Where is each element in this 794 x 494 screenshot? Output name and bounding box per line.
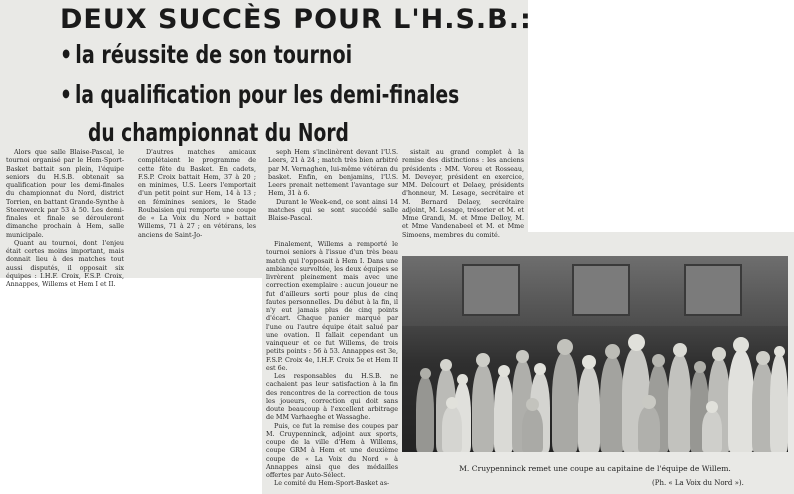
person-head: [756, 351, 770, 365]
person-head: [420, 368, 431, 379]
person-head: [526, 398, 539, 411]
paragraph: Quant au tournoi, dont l'enjeu était certes moins important, mais donnait lieu à des matches tout aussi disputés, il opposait six équipes : I.H.F. Croix, F.S.P. Croix, Annappes, Willems et Hem I et II.: [6, 238, 124, 288]
paragraph: seph Hem s'inclinèrent devant l'U.S. Leers, 21 à 24 ; match très bien arbitré par M. Vernaghen, lui-même vétéran du basket. Enfin, en benjamins, l'U.S. Leers prenait nettement l'avantage sur Hem, 31 à 6.: [268, 148, 398, 198]
bullet-icon: •: [60, 40, 73, 69]
headline-title: DEUX SUCCÈS POUR L'H.S.B.:: [60, 4, 532, 35]
paragraph: Puis, ce fut la remise des coupes par M. Cruypenninck, adjoint aux sports, coupe de la ville d'Hem à Willems, coupe GRM à Hem et une deuxième coupe de « La Voix du Nord » à Annappes ainsi que des médailles offertes par Auto-Sélect.: [266, 421, 398, 479]
person-figure: [442, 406, 462, 452]
person-head: [694, 361, 706, 373]
paragraph: Durant le Week-end, ce sont ainsi 14 matches qui se sont succédé salle Blaise-Pascal.: [268, 197, 398, 222]
person-head: [534, 363, 546, 375]
person-head: [733, 337, 749, 353]
person-figure: [522, 408, 543, 452]
person-head: [440, 359, 452, 371]
person-figure: [552, 352, 578, 452]
person-head: [582, 355, 596, 369]
person-figure: [668, 354, 691, 452]
paragraph: D'autres matches amicaux complétaient le programme de cette fête du Basket. En cadets, F.S.P. Croix battait Hem, 37 à 20 ; en minimes, U.S. Leers l'emportait d'un petit point sur Hem, 14 à 13 ; en féminines seniors, le Stade Roubaisien qui remporte une coupe de « La Voix du Nord » battait Willems, 71 à 27 ; en vétérans, les anciens de Saint-Jo-: [138, 148, 256, 239]
photo-window: [462, 264, 520, 316]
person-head: [712, 347, 726, 361]
article-column-3: [268, 148, 398, 234]
person-head: [628, 334, 645, 351]
headline-point-2: [60, 80, 459, 109]
person-figure: [600, 356, 624, 452]
person-figure: [770, 354, 788, 452]
person-figure: [638, 406, 660, 452]
person-figure: [416, 376, 434, 452]
person-head: [673, 343, 687, 357]
headline-point-2-continued: du championnat du Nord: [88, 118, 349, 147]
person-head: [706, 401, 718, 413]
person-head: [774, 346, 785, 357]
article-column-1: [6, 148, 124, 288]
person-head: [557, 339, 573, 355]
article-column-4: [402, 148, 524, 239]
person-figure: [728, 350, 754, 452]
person-figure: [578, 366, 600, 452]
person-head: [457, 374, 468, 385]
headline-point-1-text: la réussite de son tournoi: [75, 40, 353, 69]
paragraph: Le comité du Hem-Sport-Basket as-: [274, 479, 390, 488]
photo-window: [684, 264, 742, 316]
group-photo: [402, 256, 788, 452]
article-column-5: [266, 240, 398, 494]
photo-caption: M. Cruypenninck remet une coupe au capitaine de l'équipe de Willem.: [459, 464, 731, 473]
article-column-2: [138, 148, 256, 239]
person-figure: [702, 410, 722, 452]
paragraph: Finalement, Willems a remporté le tournoi seniors à l'issue d'un très beau match qui l'opposait à Hem I. Dans une ambiance survoltée, les deux équipes se livrèrent pleinement mais avec une correction exemplaire : aucun joueur ne fut d'ailleurs sorti pour plus de cinq fautes personnelles. Du début à la fin, il n'y eut jamais plus de cinq points d'écart. Chaque panier marqué par l'une ou l'autre équipe était salué par une ovation. Il fallait cependant un vainqueur et ce fut Willems, de trois petits points : 56 à 53. Annappes est 3e, F.S.P. Croix 4e, I.H.F. Croix 5e et Hem II est 6e.: [266, 240, 398, 372]
person-head: [652, 354, 665, 367]
person-head: [642, 395, 656, 409]
paragraph: sistait au grand complet à la remise des distinctions : les anciens présidents : MM. Voreu et Rosseau, M. Deveyer, président en exercice, MM. Delcourt et Delaey, présidents d'honneur, M. Lesage, secrétaire et M. Bernard Delaey, secrétaire adjoint, M. Lesage, trésorier et M. et Mme Grandi, M. et Mme Delloy, M. et Mme Vandenabeel et M. et Mme Simoens, membres du comité.: [402, 148, 524, 239]
headline-point-1: [60, 40, 352, 69]
headline-point-2-text: la qualification pour les demi-finales: [74, 80, 460, 109]
person-head: [516, 350, 529, 363]
person-figure: [472, 364, 494, 452]
photo-window: [572, 264, 630, 316]
person-head: [605, 344, 620, 359]
bullet-icon: •: [60, 80, 72, 109]
photo-credit: (Ph. « La Voix du Nord »).: [652, 479, 744, 487]
paragraph: Les responsables du H.S.B. ne cachaient pas leur satisfaction à la fin des rencontres de la correction de tous les joueurs, correction qui doit sans doute beaucoup à l'excellent arbitrage de MM Varhaeghe et Wassaghe.: [266, 372, 398, 422]
person-head: [446, 397, 458, 409]
person-head: [498, 365, 510, 377]
person-head: [476, 353, 490, 367]
person-figure: [494, 374, 513, 452]
paragraph: Alors que salle Blaise-Pascal, le tournoi organisé par le Hem-Sport-Basket battait son plein, l'équipe seniors du H.S.B. obtenait sa qualification pour les demi-finales du championnat du Nord, district Torrien, en battant Grande-Synthe à Steenwerck par 53 à 50. Les demi-finales et finale se dérouleront dimanche prochain à Hem, salle municipale.: [6, 148, 124, 239]
